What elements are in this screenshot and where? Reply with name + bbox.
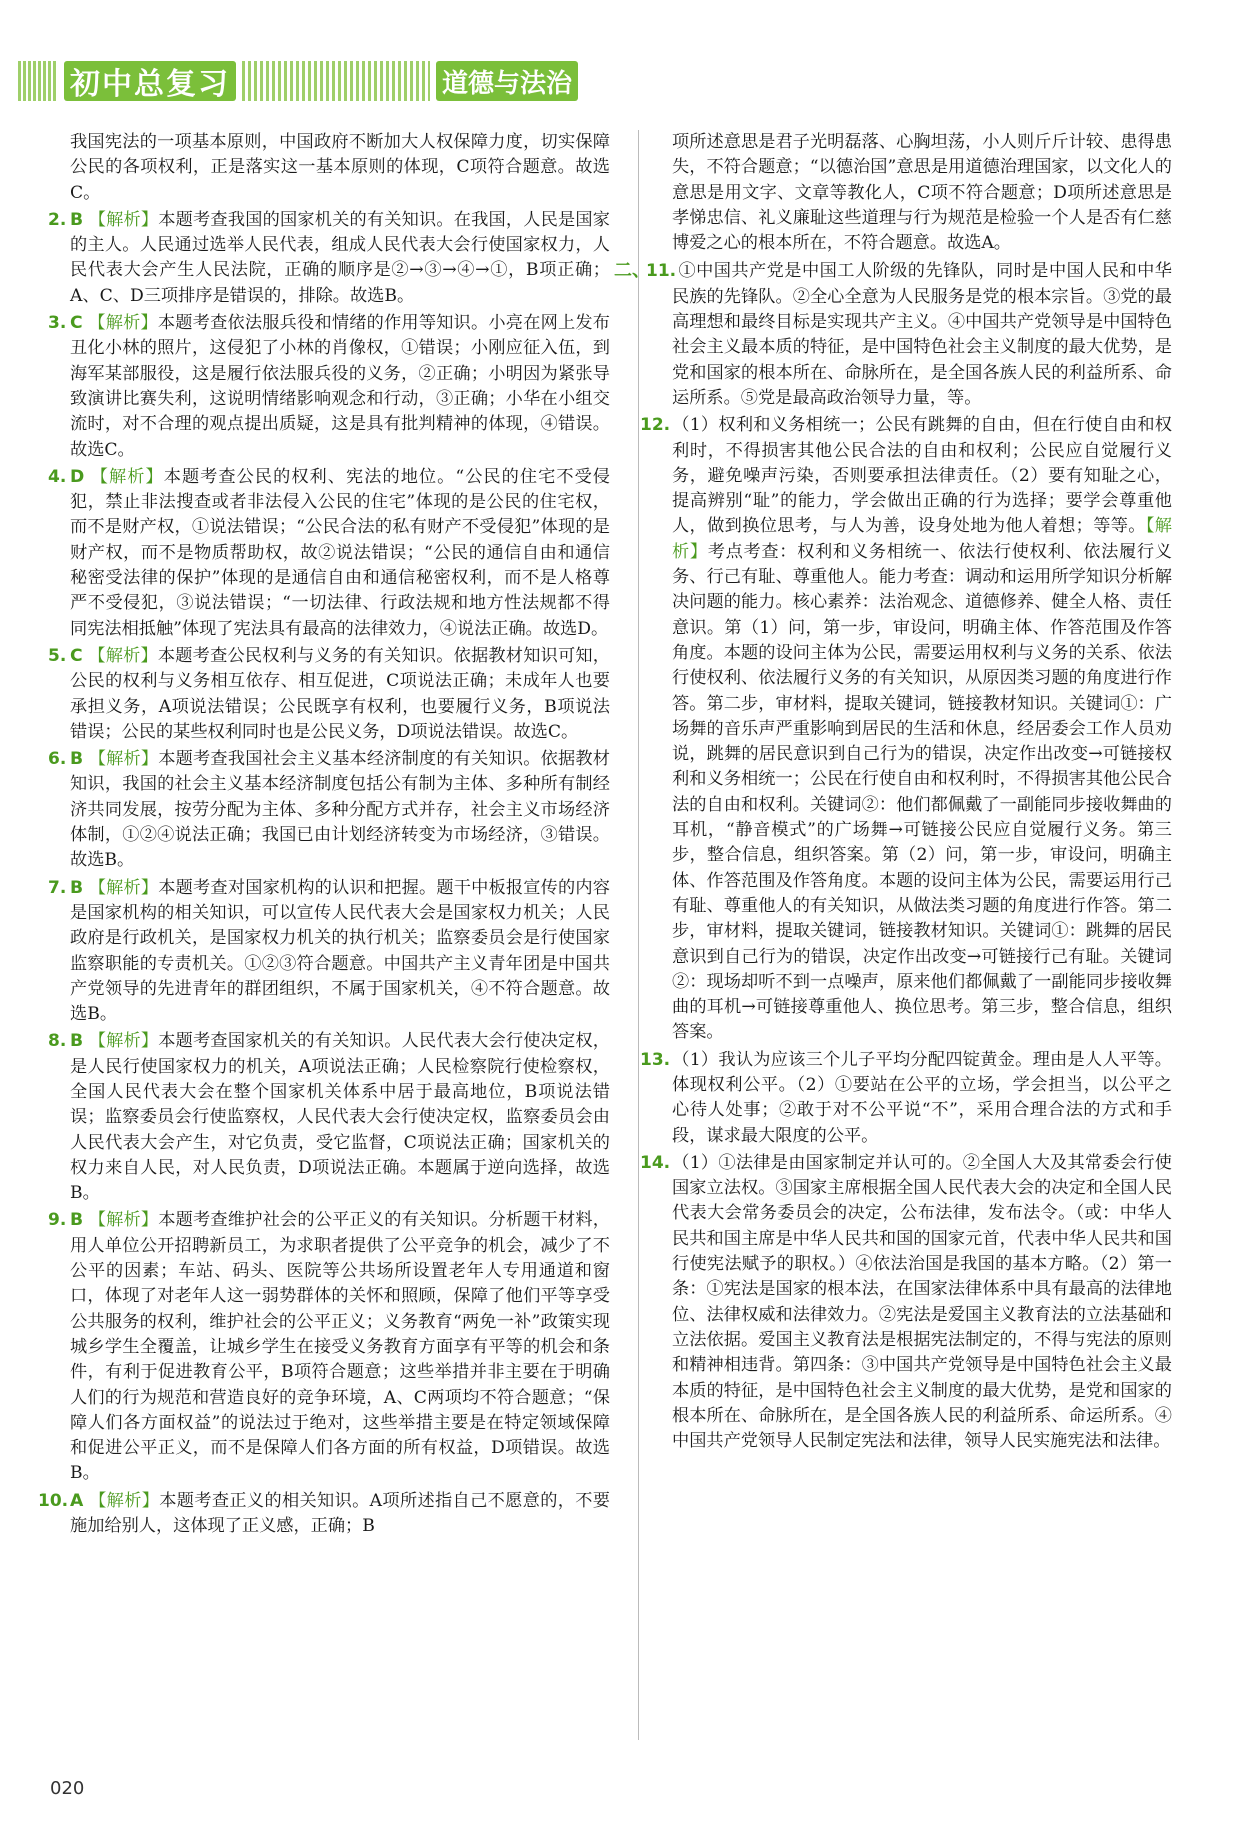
page-header — [18, 58, 578, 104]
answer-item — [48, 1208, 610, 1486]
answer-letter: B — [70, 1031, 84, 1052]
analysis-text: 本题考查公民权利与义务的有关知识。依据教材知识可知，公民的权利与义务相互依存、相互促进，C项说法正确；未成年人也要承担义务，A项说法错误；公民既享有权利，也要履行义务，B项说法错误；公民的某些权利同时也是公民义务，D项说法错误。故选C。 — [70, 645, 610, 742]
answer-item — [48, 208, 610, 309]
item-number: 14. — [640, 1152, 671, 1173]
answer-letter: A — [70, 1490, 84, 1511]
answer-item — [614, 258, 1172, 411]
answer-text: ①中国共产党是中国工人阶级的先锋队，同时是中国人民和中华民族的先锋队。②全心全意为人民服务是党的根本宗旨。③党的最高理想和最终目标是实现共产主义。④中国共产党领导是中国特色社会主义最本质的特征，是中国特色社会主义制度的最大优势，是党和国家的根本所在、命脉所在，是全国各族人民的利益所系、命运所系。⑤党是最高政治领导力量，等。 — [672, 261, 1172, 408]
left-column — [38, 130, 610, 1541]
analysis-text: 本题考查国家机关的有关知识。人民代表大会行使决定权，是人民行使国家权力的机关，A项说法正确；人民检察院行使检察权，全国人民代表大会在整个国家机关体系中居于最高地位，B项说法错误；监察委员会行使监察权，人民代表大会行使决定权，监察委员会由人民代表大会产生，对它负责，受它监督，C项说法正确；国家机关的权力来自人民，对人民负责，D项说法正确。本题属于逆向选择，故选B。 — [70, 1031, 610, 1204]
analysis-tag: 【解析】 — [88, 313, 158, 334]
answer-item — [640, 1151, 1172, 1455]
item-number: 10. — [38, 1490, 69, 1511]
analysis-tag: 【解析】 — [88, 209, 159, 230]
analysis-text: 考点考查：权利和义务相统一、依法行使权利、依法履行义务、行己有耻、尊重他人。能力考查：调动和运用所学知识分析解决问题的能力。核心素养：法治观念、道德修养、健全人格、责任意识。第（1）问，第一步，审设问，明确主体、作答范围及作答角度。本题的设问主体为公民，需要运用权利与义务的关系、依法行使权利、依法履行义务的有关知识，从原因类习题的角度进行作答。第二步，审材料，提取关键词，链接教材知识。关键词①：广场舞的音乐声严重影响到居民的生活和休息，经居委会工作人员劝说，跳舞的居民意识到自己行为的错误，决定作出改变→可链接权利和义务相统一；公民在行使自由和权利时，不得损害其他公民合法的自由和权利。关键词②：他们都佩戴了一副能同步接收舞曲的耳机，“静音模式”的广场舞→可链接公民应自觉履行义务。第三步，整合信息，组织答案。第（2）问，第一步，审设问，明确主体、作答范围及作答角度。本题的设问主体为公民，需要运用行己有耻、尊重他人的有关知识，从做法类习题的角度进行作答。第二步，审材料，提取关键词，链接教材知识。关键词①：跳舞的居民意识到自己行为的错误，决定作出改变→可链接行己有耻。关键词②：现场却听不到一点噪声，原来他们都佩戴了一副能同步接收舞曲的耳机→可链接尊重他人、换位思考。第三步，整合信息，组织答案。 — [672, 541, 1172, 1043]
answer-letter: C — [70, 313, 83, 334]
analysis-text: 本题考查依法服兵役和情绪的作用等知识。小亮在网上发布丑化小林的照片，这侵犯了小林的肖像权，①错误；小刚应征入伍，到海军某部服役，这是履行依法服兵役的义务，②正确；小明因为紧张导致演讲比赛失利，这说明情绪影响观念和行动，③正确；小华在小组交流时，对不合理的观点提出质疑，这是具有批判精神的体现，④错误。故选C。 — [70, 313, 610, 460]
analysis-text: 本题考查正义的相关知识。A项所述指自己不愿意的，不要施加给别人，这体现了正义感，正确；B — [70, 1490, 610, 1537]
item-number: 5. — [48, 645, 67, 666]
answer-item — [48, 876, 610, 1028]
analysis-tag: 【解析】 — [89, 1490, 160, 1511]
item-number: 2. — [48, 209, 67, 230]
item-number: 3. — [48, 313, 67, 334]
item-number: 12. — [640, 415, 671, 436]
analysis-tag: 【解析】 — [88, 645, 158, 666]
answer-letter: B — [70, 1210, 84, 1231]
item-number: 13. — [640, 1049, 671, 1070]
analysis-tag: 【解析】 — [672, 516, 1172, 562]
analysis-text: 本题考查对国家机构的认识和把握。题干中板报宣传的内容是国家机构的相关知识，可以宣传人民代表大会是国家权力机关；人民政府是行政机关，是国家权力机关的执行机关；监察委员会是行使国家监察职能的专责机关。①②③符合题意。中国共产主义青年团是中国共产党领导的先进青年的群团组织，不属于国家机关，④不符合题意。故选B。 — [70, 877, 610, 1025]
answer-letter: C — [70, 645, 83, 666]
analysis-text: 本题考查公民的权利、宪法的地位。“公民的住宅不受侵犯，禁止非法搜查或者非法侵入公民的住宅”体现的是公民的住宅权，而不是财产权，①说法错误；“公民合法的私有财产不受侵犯”体现的是财产权，而不是物质帮助权，故②说法错误；“公民的通信自由和通信秘密受法律的保护”体现的是通信自由和通信秘密权利，而不是人格尊严不受侵犯，③说法错误；“一切法律、行政法规和地方性法规都不得同宪法相抵触”体现了宪法具有最高的法律效力，④说法正确。故选D。 — [70, 466, 610, 639]
item-number: 4. — [48, 466, 67, 487]
answer-letter: B — [70, 209, 84, 230]
analysis-tag: 【解析】 — [88, 1210, 159, 1231]
intro-paragraph: 我国宪法的一项基本原则，中国政府不断加大人权保障力度，切实保障公民的各项权利，正是落实这一基本原则的体现，C项符合题意。故选C。 — [70, 132, 610, 203]
analysis-tag: 【解析】 — [88, 749, 159, 770]
analysis-tag: 【解析】 — [90, 466, 164, 487]
answer-letter: B — [70, 749, 84, 770]
answer-item — [640, 413, 1172, 1045]
header-stripe-decoration — [242, 61, 430, 101]
answer-item — [640, 1048, 1172, 1149]
item-number: 11. — [646, 261, 677, 282]
answer-item — [48, 465, 610, 642]
continuation-paragraph: 项所述意思是君子光明磊落、心胸坦荡，小人则斤斤计较、患得患失，不符合题意；“以德治国”意思是用道德治理国家，以文化人的意思是用文字、文章等教化人，C项不符合题意；D项所述意思是孝悌忠信、礼义廉耻这些道理与行为规范是检验一个人是否有仁慈博爱之心的根本所在，不符合题意。故选A。 — [672, 132, 1172, 254]
item-number: 9. — [48, 1210, 67, 1231]
item-number: 7. — [48, 877, 67, 898]
answer-letter: D — [70, 466, 85, 487]
answer-item — [38, 1489, 610, 1540]
series-title: 初中总复习 — [64, 61, 236, 101]
page-number: 020 — [50, 1778, 85, 1799]
analysis-tag: 【解析】 — [88, 1031, 159, 1052]
analysis-tag: 【解析】 — [88, 877, 159, 898]
item-number: 6. — [48, 749, 67, 770]
header-stripe-decoration — [18, 61, 58, 101]
answer-item — [48, 747, 610, 873]
answer-text: （1）①法律是由国家制定并认可的。②全国人大及其常委会行使国家立法权。③国家主席根据全国人民代表大会的决定和全国人民代表大会常务委员会的决定，公布法律，发布法令。（或：中华人民共和国主席是中华人民共和国的国家元首，代表中华人民共和国行使宪法赋予的职权。）④依法治国是我国的基本方略。（2）第一条：①宪法是国家的根本法，在国家法律体系中具有最高的法律地位、法律权威和法律效力。②宪法是爱国主义教育法的立法基础和立法依据。爱国主义教育法是根据宪法制定的，不得与宪法的原则和精神相违背。第四条：③中国共产党领导是中国特色社会主义最本质的特征，是中国特色社会主义制度的最大优势，是党和国家的根本所在、命脉所在，是全国各族人民的利益所系、命运所系。④中国共产党领导人民制定宪法和法律，领导人民实施宪法和法律。 — [672, 1152, 1172, 1452]
answer-letter: B — [70, 877, 84, 898]
right-column — [614, 130, 1172, 1456]
answer-text: （1）权利和义务相统一；公民有跳舞的自由，但在行使自由和权利时，不得损害其他公民合法的自由和权利；公民应自觉履行义务，避免噪声污染，否则要承担法律责任。（2）要有知耻之心，提高辨别“耻”的能力，学会做出正确的行为选择；要学会尊重他人，做到换位思考，与人为善，设身处地为他人着想；等等。 — [672, 415, 1172, 537]
answer-item — [48, 644, 610, 745]
analysis-text: 本题考查我国的国家机关的有关知识。在我国，人民是国家的主人。人民通过选举人民代表，组成人民代表大会行使国家权力，人民代表大会产生人民法院，正确的顺序是②→③→④→①，B项正确；A、C、D三项排序是错误的，排除。故选B。 — [70, 209, 610, 306]
analysis-text: 本题考查我国社会主义基本经济制度的有关知识。依据教材知识，我国的社会主义基本经济制度包括公有制为主体、多种所有制经济共同发展，按劳分配为主体、多种分配方式并存，社会主义市场经济体制，①②④说法正确；我国已由计划经济转变为市场经济，③错误。故选B。 — [70, 749, 610, 871]
answer-text: （1）我认为应该三个儿子平均分配四锭黄金。理由是人人平等。体现权利公平。（2）①要站在公平的立场，学会担当，以公平之心待人处事；②敢于对不公平说“不”，采用合理合法的方式和手段，谋求最大限度的公平。 — [672, 1049, 1172, 1146]
column-divider — [638, 130, 639, 1740]
answer-item — [48, 1029, 610, 1206]
subject-title: 道德与法治 — [436, 61, 578, 101]
analysis-text: 本题考查维护社会的公平正义的有关知识。分析题干材料，用人单位公开招聘新员工，为求职者提供了公平竞争的机会，减少了不公平的因素；车站、码头、医院等公共场所设置老年人专用通道和窗口，体现了对老年人这一弱势群体的关怀和照顾，保障了他们平等享受公共服务的权利，维护社会的公平正义；义务教育“两免一补”政策实现城乡学生全覆盖，让城乡学生在接受义务教育方面享有平等的机会和条件，有利于促进教育公平，B项符合题意；这些举措并非主要在于明确人们的行为规范和营造良好的竞争环境，A、C两项均不符合题意；“保障人们各方面权益”的说法过于绝对，这些举措主要是在特定领域保障和促进公平正义，而不是保障人们各方面的所有权益，D项错误。故选B。 — [70, 1210, 610, 1484]
section-label: 二、 — [614, 260, 650, 282]
answer-item — [48, 311, 610, 463]
item-number: 8. — [48, 1031, 67, 1052]
